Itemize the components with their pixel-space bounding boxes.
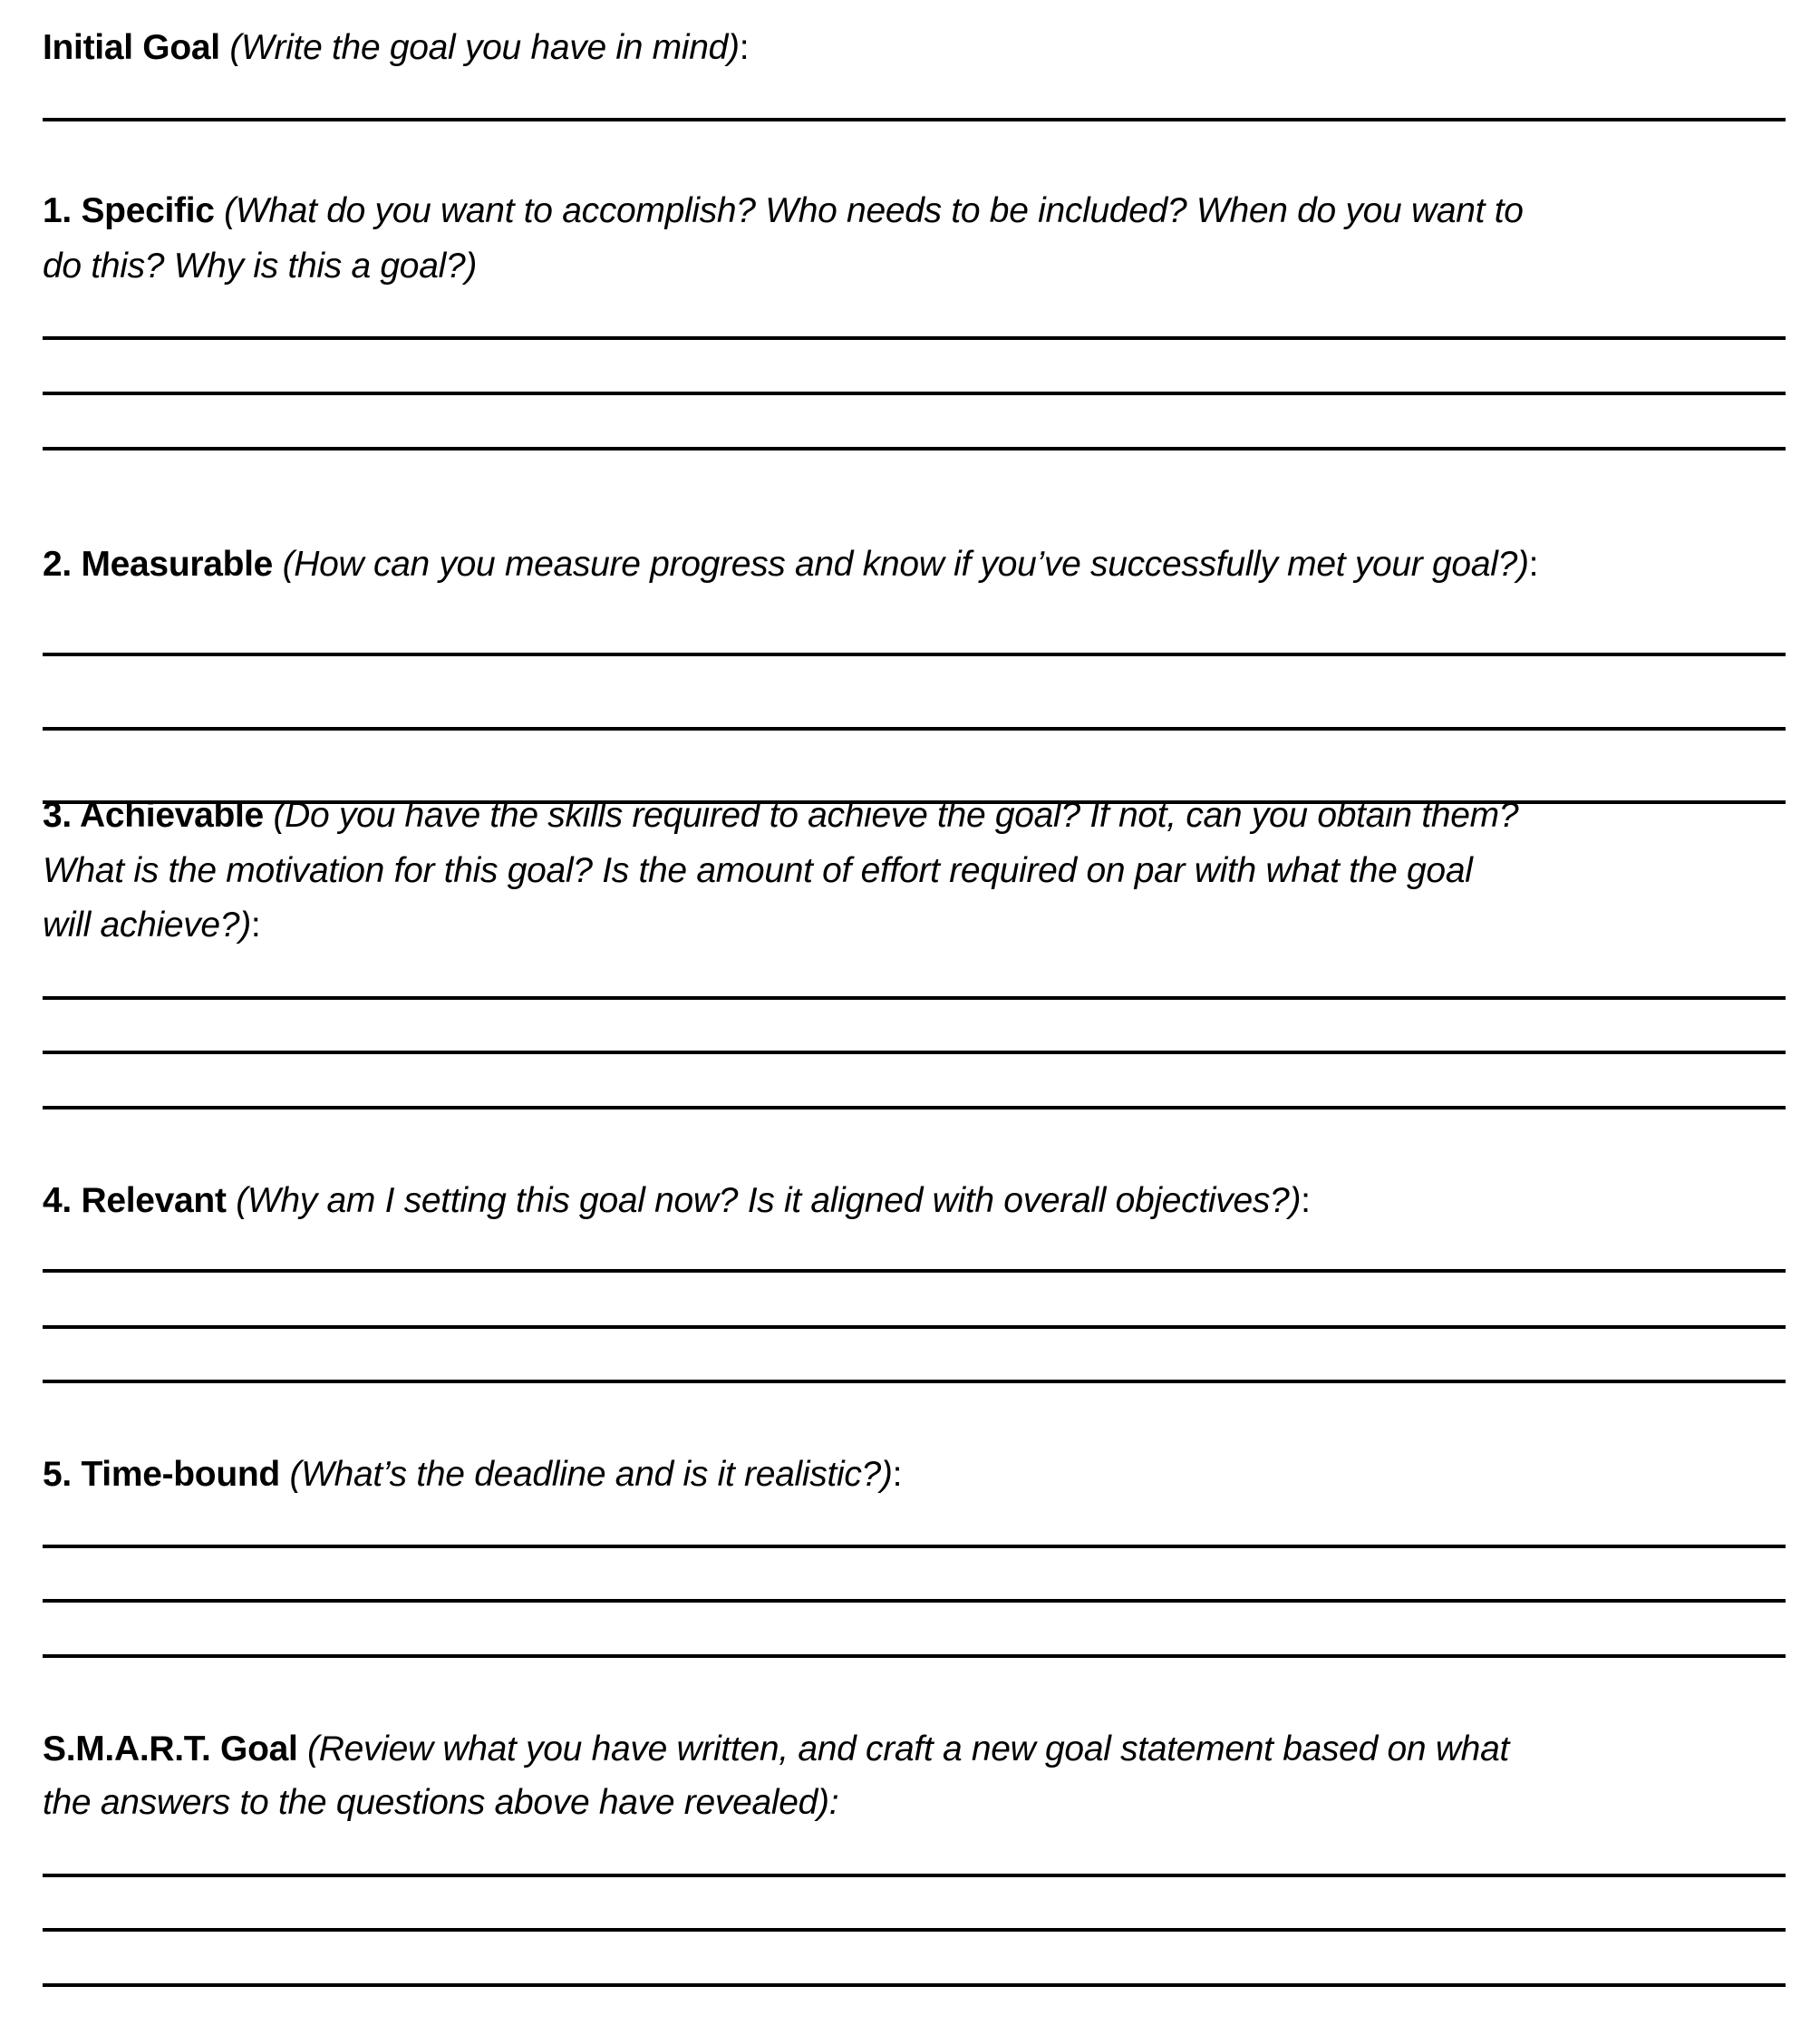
section-suffix: : xyxy=(250,906,261,945)
section-label: 2. Measurable xyxy=(43,545,274,584)
answer-line[interactable] xyxy=(43,1269,1786,1273)
section-label: 1. Specific xyxy=(43,191,215,230)
section-prompt: (What’s the deadline and is it realistic?) xyxy=(289,1455,893,1494)
section-suffix: : xyxy=(1528,545,1539,584)
section-label: 3. Achievable xyxy=(43,796,264,835)
section-label: 5. Time-bound xyxy=(43,1455,280,1494)
initial-goal-heading xyxy=(43,30,749,65)
section-prompt: (How can you measure progress and know if you’ve successfully met your goal?) xyxy=(282,545,1529,584)
answer-line[interactable] xyxy=(43,1380,1786,1383)
answer-line[interactable] xyxy=(43,996,1786,1000)
section-prompt: will achieve?) xyxy=(43,906,251,945)
answer-line[interactable] xyxy=(43,118,1786,121)
section-label: 4. Relevant xyxy=(43,1181,227,1220)
answer-line[interactable] xyxy=(43,1106,1786,1109)
section-label: Initial Goal xyxy=(43,28,220,67)
answer-line[interactable] xyxy=(43,336,1786,340)
section-suffix: : xyxy=(739,28,750,67)
smart-goal-heading xyxy=(43,1731,1509,1767)
section-prompt: do this? Why is this a goal?) xyxy=(43,247,478,286)
answer-line[interactable] xyxy=(43,1325,1786,1329)
achievable-heading-cont xyxy=(43,907,260,943)
section-prompt: (Why am I setting this goal now? Is it aligned with overall objectives?) xyxy=(236,1181,1302,1220)
section-label: S.M.A.R.T. Goal xyxy=(43,1729,298,1768)
achievable-heading xyxy=(43,798,1518,833)
answer-line[interactable] xyxy=(43,653,1786,656)
section-suffix: : xyxy=(1301,1181,1311,1220)
answer-line[interactable] xyxy=(43,447,1786,451)
specific-heading-cont xyxy=(43,248,477,284)
answer-line[interactable] xyxy=(43,392,1786,395)
smart-goal-heading-cont xyxy=(43,1785,838,1820)
section-prompt: (Review what you have written, and craft a new goal statement based on what xyxy=(307,1729,1509,1768)
section-prompt: (Do you have the skills required to achieve the goal? If not, can you obtain them? xyxy=(273,796,1519,835)
time-bound-heading xyxy=(43,1457,902,1492)
relevant-heading xyxy=(43,1183,1311,1218)
answer-line[interactable] xyxy=(43,1051,1786,1054)
specific-heading xyxy=(43,193,1524,228)
answer-line[interactable] xyxy=(43,1599,1786,1603)
answer-line[interactable] xyxy=(43,1874,1786,1877)
section-prompt: (What do you want to accomplish? Who needs to be included? When do you want to xyxy=(224,191,1524,230)
answer-line[interactable] xyxy=(43,1928,1786,1932)
achievable-heading-cont xyxy=(43,853,1473,888)
answer-line[interactable] xyxy=(43,727,1786,731)
answer-line[interactable] xyxy=(43,1654,1786,1658)
section-prompt: What is the motivation for this goal? Is the amount of effort required on par with what the goal xyxy=(43,851,1473,890)
section-prompt: the answers to the questions above have revealed): xyxy=(43,1783,839,1822)
answer-line[interactable] xyxy=(43,1545,1786,1548)
answer-line[interactable] xyxy=(43,1983,1786,1987)
measurable-heading xyxy=(43,547,1538,582)
section-prompt: (Write the goal you have in mind) xyxy=(229,28,740,67)
section-suffix: : xyxy=(892,1455,903,1494)
